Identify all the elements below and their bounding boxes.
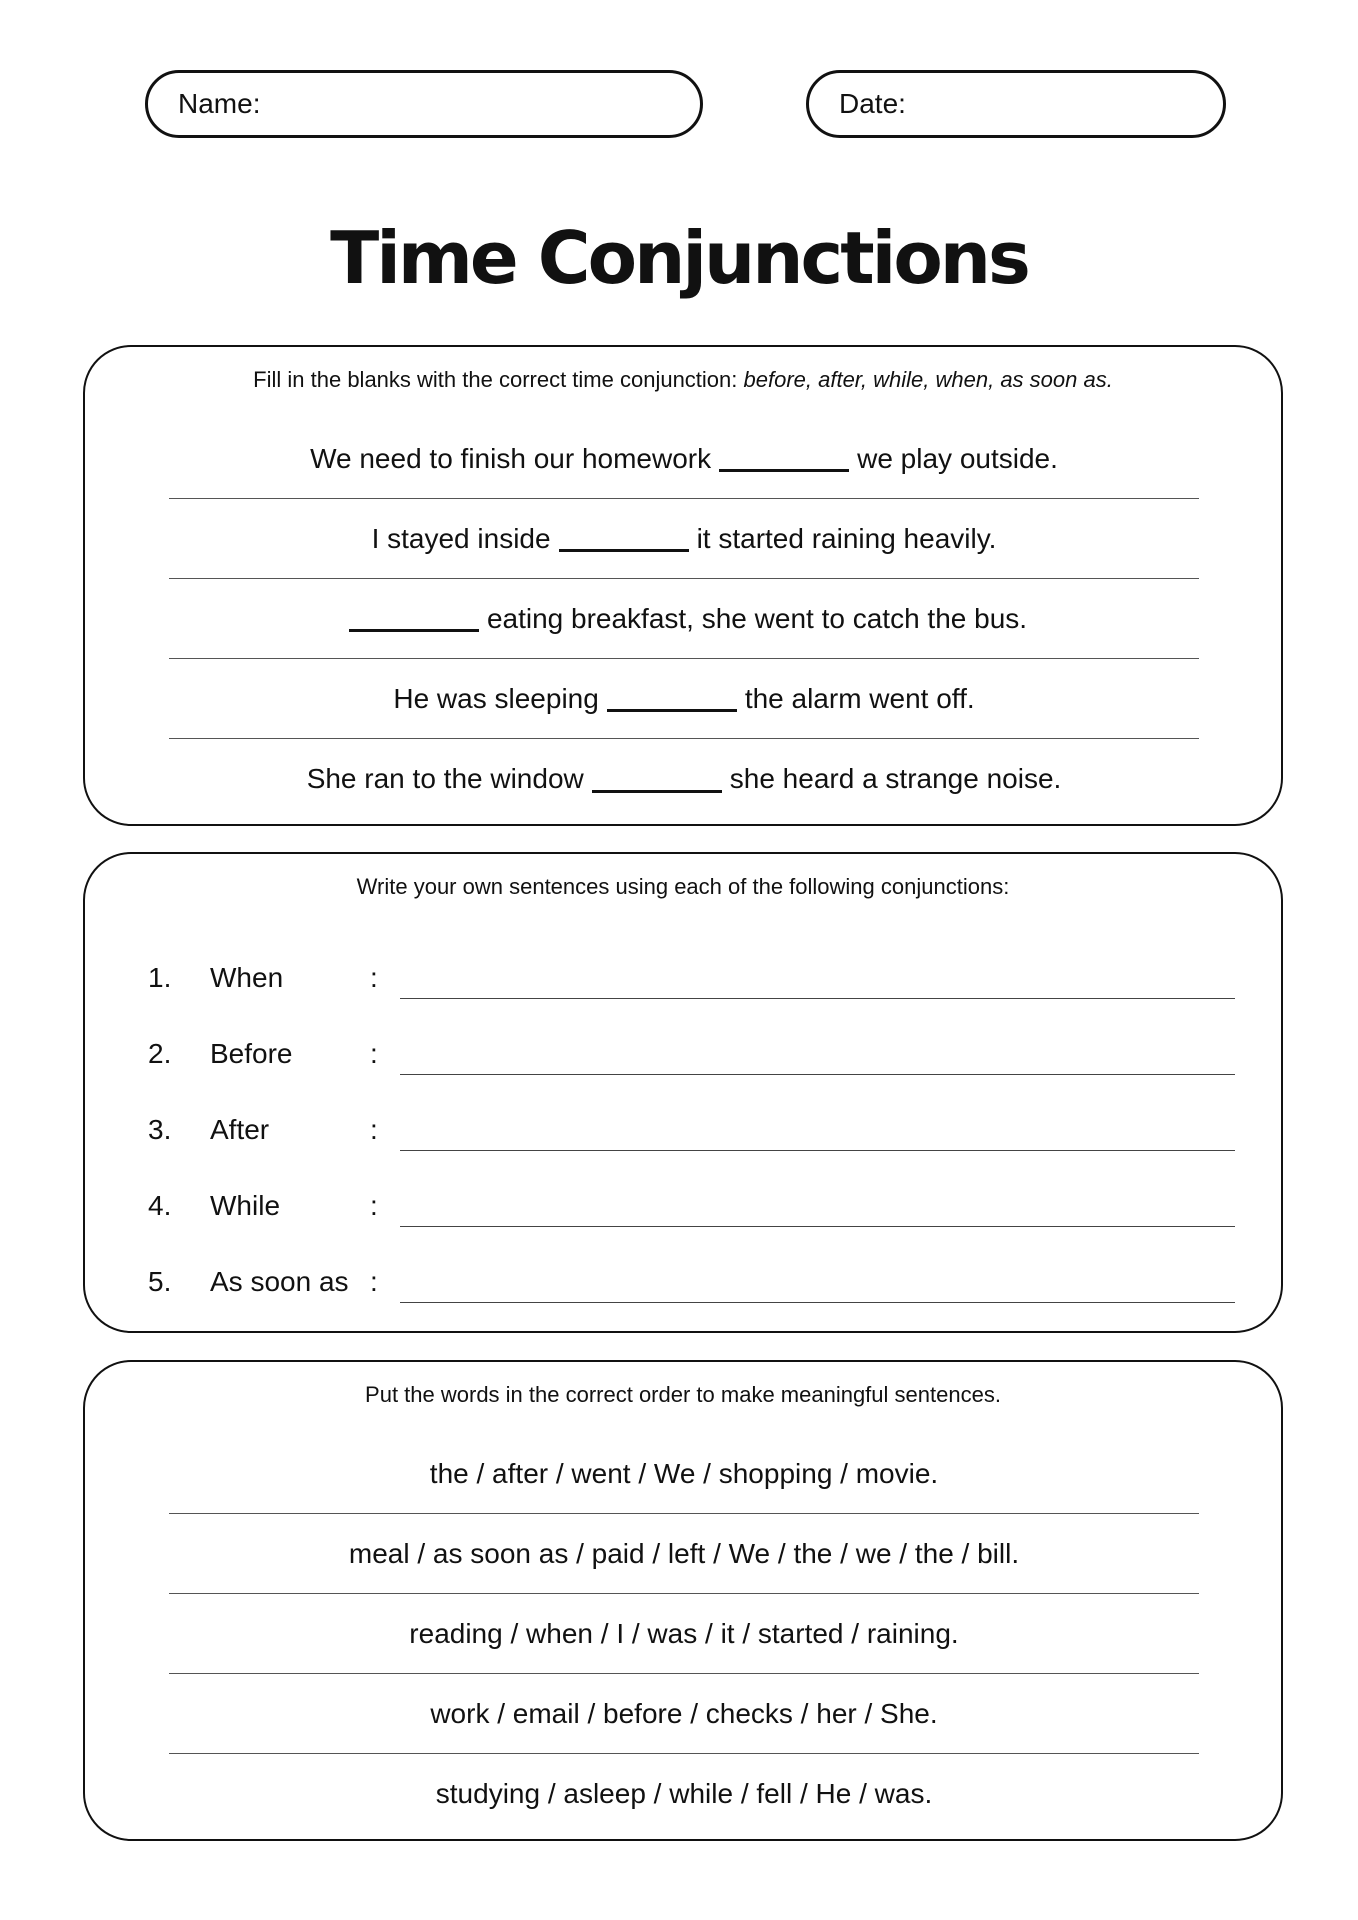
sentence-end: we play outside.: [857, 442, 1058, 474]
item-word: As soon as: [210, 1266, 349, 1297]
fill-sentence-row: [169, 579, 1199, 659]
answer-blank[interactable]: [592, 766, 722, 793]
sentence-start: He was sleeping: [393, 682, 599, 714]
item-colon: :: [370, 1114, 378, 1145]
word-order-section: [83, 1360, 1283, 1841]
fill-sentence-row: [169, 499, 1199, 579]
fill-sentence-row: [169, 659, 1199, 739]
write-instruction: Write your own sentences using each of the following conjunctions:: [356, 874, 1010, 899]
sentence-end: eating breakfast, she went to catch the bus.: [486, 602, 1028, 634]
sentence-end: the alarm went off.: [744, 682, 975, 714]
sentence-start: I stayed inside: [371, 522, 551, 554]
item-colon: :: [370, 962, 378, 993]
item-word: Before: [210, 1038, 293, 1069]
answer-blank[interactable]: [719, 445, 849, 472]
write-item: [148, 1178, 1248, 1254]
fill-sentence-row: [169, 419, 1199, 499]
item-word: When: [210, 962, 284, 993]
sentence-end: it started raining heavily.: [696, 522, 997, 554]
answer-blank[interactable]: [607, 685, 737, 712]
item-word: After: [210, 1114, 270, 1145]
page-title: Time Conjunctions: [330, 216, 1028, 300]
fill-instruction: Fill in the blanks with the correct time conjunction: before, after, while, when, as soon as.: [253, 367, 1113, 392]
order-instruction: Put the words in the correct order to make meaningful sentences.: [365, 1382, 1001, 1407]
order-sentence-row: the / after / went / We / shopping / movie.: [169, 1434, 1199, 1514]
order-sentence-row: work / email / before / checks / her / She.: [169, 1674, 1199, 1754]
order-sentence-row: meal / as soon as / paid / left / We / the / we / the / bill.: [169, 1514, 1199, 1594]
item-number: 4.: [148, 1190, 172, 1221]
order-sentence-row: reading / when / I / was / it / started / raining.: [169, 1594, 1199, 1674]
item-colon: :: [370, 1266, 378, 1297]
item-number: 1.: [148, 962, 172, 993]
order-sentence-list: [169, 1434, 1199, 1834]
name-field[interactable]: [145, 70, 703, 138]
fill-in-blanks-section: [83, 345, 1283, 826]
sentence-start: She ran to the window: [306, 763, 584, 794]
item-number: 3.: [148, 1114, 172, 1145]
answer-line[interactable]: [400, 998, 1235, 999]
answer-line[interactable]: [400, 1226, 1235, 1227]
date-field[interactable]: [806, 70, 1226, 138]
order-sentence-row: studying / asleep / while / fell / He / was.: [435, 1778, 933, 1809]
write-item: [148, 950, 1248, 1026]
answer-line[interactable]: [400, 1074, 1235, 1075]
answer-line[interactable]: [400, 1150, 1235, 1151]
item-colon: :: [370, 1038, 378, 1069]
write-item: [148, 1102, 1248, 1178]
answer-blank[interactable]: [349, 605, 479, 632]
write-sentences-section: [83, 852, 1283, 1333]
write-item: [148, 1026, 1248, 1102]
item-number: 5.: [148, 1266, 172, 1297]
sentence-end: she heard a strange noise.: [729, 763, 1062, 794]
write-item: [148, 1254, 1248, 1330]
fill-sentence-row: [169, 739, 1199, 819]
write-list: [148, 950, 1248, 1330]
item-number: 2.: [148, 1038, 172, 1069]
sentence-start: We need to finish our homework: [310, 442, 712, 474]
fill-sentence-list: [169, 419, 1199, 819]
item-colon: :: [370, 1190, 378, 1221]
item-word: While: [210, 1190, 281, 1221]
date-label: Date:: [839, 88, 906, 119]
answer-line[interactable]: [400, 1302, 1235, 1303]
answer-blank[interactable]: [559, 525, 689, 552]
conjunction-list: before, after, while, when, as soon as.: [743, 367, 1113, 392]
name-label: Name:: [178, 88, 261, 119]
